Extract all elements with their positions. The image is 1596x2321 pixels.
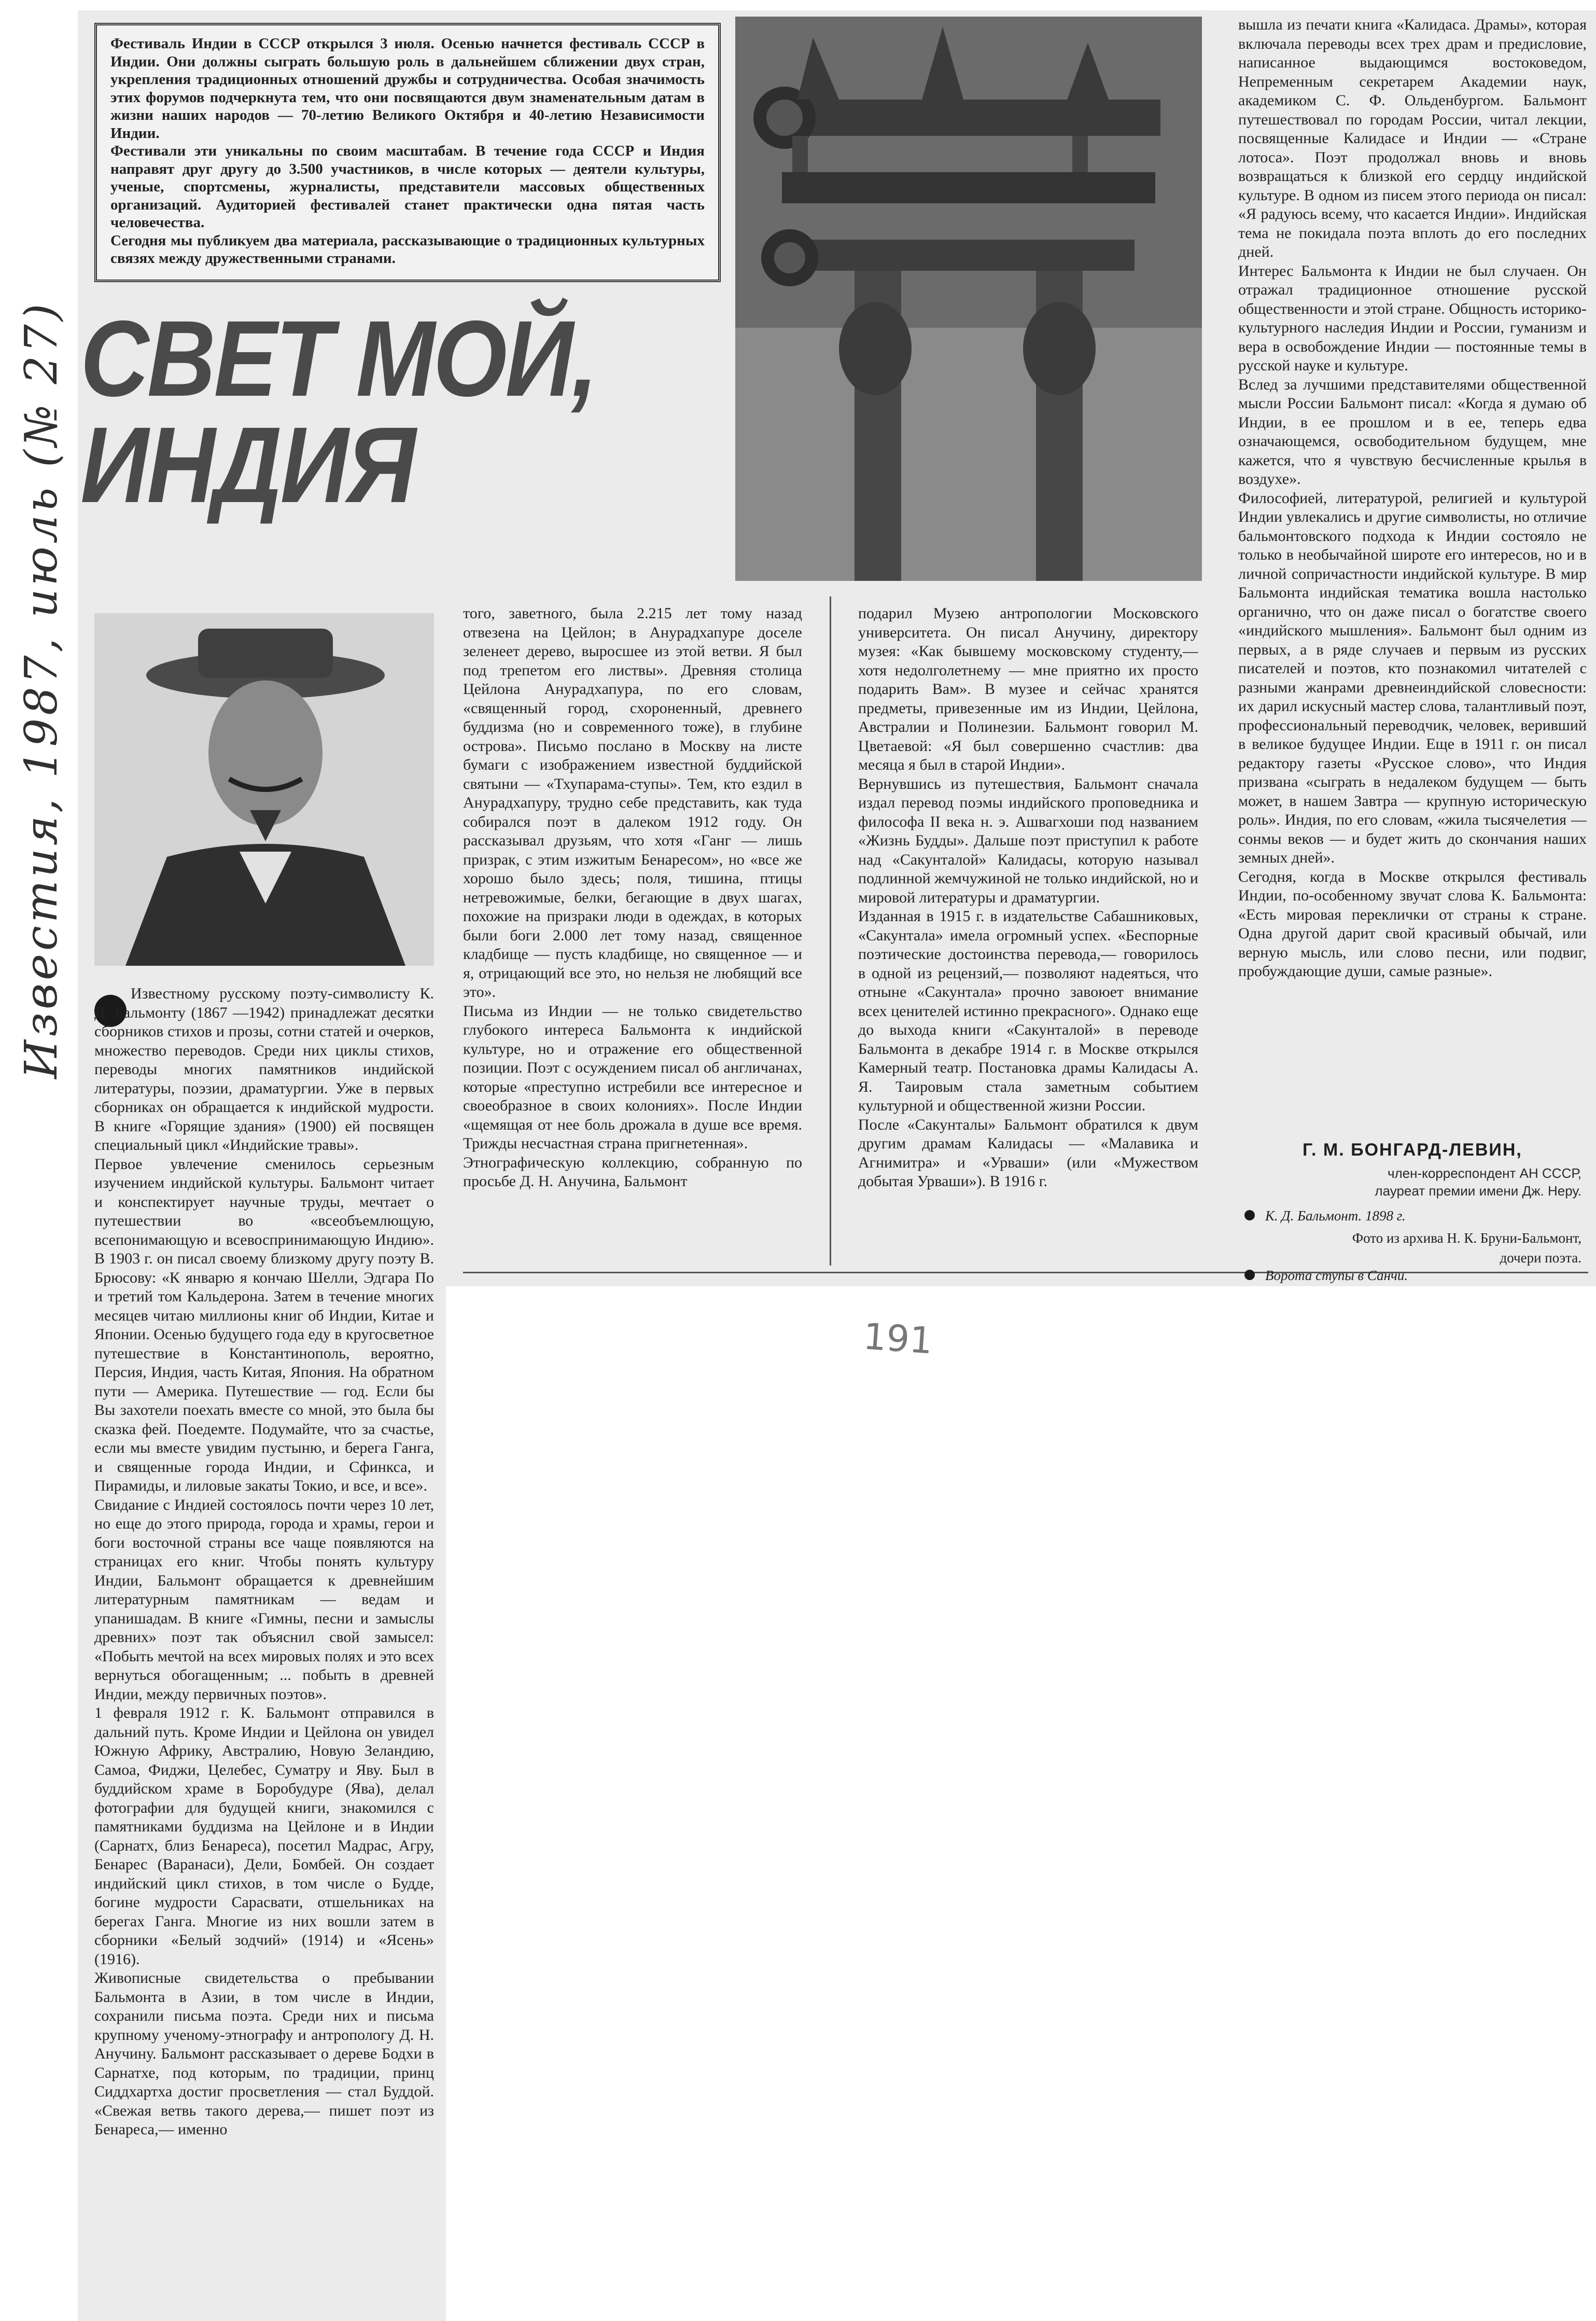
portrait-illustration: [94, 613, 434, 966]
handwritten-note: Известия, 1987, июль (№ 27): [16, 300, 67, 1079]
column-4: вышла из печати книга «Калидаса. Драмы», которая включала переводы всех трех драм и предисловие, написанное выдающимся востоковедом, Непременным секретарем Академии наук, академиком С. Ф. Ольденбургом. Бальмонт путешествовал по городам России, читал лекции, посвященные Калидасе и Индии — «Стране лотоса». Поэт продолжал вновь и вновь возвращаться к близкой его сердцу индийской культуре. В одном из писем этого периода он писал: «Я радуюсь всему, что касается Индии». Индийская тема не покидала поэта вплоть до его последних дней. Интерес Бальмонта к Индии не был случаен. Он отражал традиционное отношение русской общественности и этой стране. Общность историко-культурного наследия Индии и России, гуманизм и вера в освобождение Индии — постоянные темы в русской науке и культуре. Вслед за лучшими представителями общественной мысли России Бальмонт писал: «Когда я думаю об Индии, в ее прошлом и в ее, теперь едва означающемся, освободительном будущем, мне кажется, что я чувствую бесчисленные крылья в воздухе». Философией, литературой, религией и культурой Индии увлекались и другие символисты, но отличие бальмонтовского подхода к Индии состояло не только в необычайной широте его интересов, но и в личной сопричастности индийской культуре. В мир Бальмонта индийская тематика вошла настолько органично, что он даже писал о богатстве своего «индийского мышления». Бальмонт был одним из первых, а в ряде случаев и первым из русских писателей и поэтов, кто познакомил читателей с разными жанрами древнеиндийской словесности: их дарил искусный мастер слова, талантливый поэт, профессиональный переводчик, человек, веривший в великое будущее Индии. Еще в 1911 г. он писал редактору газеты «Русское слово», что Индия призвана «сыграть в недалеком будущем — быть может, в нашем Завтра — крупную историческую роль». Индия, по его словам, «жила тысячелетия — сонмы веков — и будет жить до скончания наших земных дней». Сегодня, когда в Москве открылся фестиваль Индии, по-особенному звучат слова К. Бальмонта: «Есть мировая переклички от страны к стране. Одна другой дарит свой красивый обычай, или верную мысль, или слово песни, или подвиг, пробуждающие души, самые разные».: [1238, 16, 1587, 980]
archive-page-number: 191: [862, 1315, 934, 1363]
column-rule-3: [830, 596, 831, 1266]
author-title: член-корреспондент АН СССР, лауреат премии имени Дж. Неру.: [1375, 1165, 1581, 1199]
sanchi-gate-photo: [735, 17, 1202, 581]
column-2: того, заветного, была 2.215 лет тому назад отвезена на Цейлон; в Анурадхапуре доселе зеленеет дерево, выросшее из этой ветви. Я был под трепетом его листвы». Древняя столица Цейлона Анурадхапура, по его словам, «священный город, схороненный, древнего буддизма (но и современного тоже), в глубине острова». Письмо послано в Москву на листе бумаги с изображением известной буддийской святыни — «Тхупарама-ступы». Тем, кто ездил в Анурадхапуру, трудно себе представить, как туда собирался поэт в далеком 1912 году. Он рассказывал друзьям, что хотя «Ганг — лишь призрак, с этим изжитым Бенаресом», но «все же хорошо было здесь; поля, тишина, птицы нетревожимые, белки, бегающие в двух шагах, похожие на призраки люди в одеждах, в которых были боги 2.000 лет тому назад, священное кладбище — пусть кладбище, но священное — и я, отрицающий все это, но нельзя не любящий все это». Письма из Индии — не только свидетельство глубокого интереса Бальмонта к индийской культуре, но и отражение его общественной позиции. Поэт с осуждением писал об англичанах, которые «преступно истребили все интересное и своеобразное в своих колониях». После Индии «щемящая от нее боль дрожала в душе все время. Трижды несчастная страна пригнетенная». Этнографическую коллекцию, собранную по просьбе Д. Н. Анучина, Бальмонт: [463, 605, 802, 1190]
column-3: подарил Музею антропологии Московского университета. Он писал Анучину, директору музея: «Как бывшему московскому студенту,— хотя недолголетнему — мне приятно их просто подарить Вам». В музее и сейчас хранятся предметы, привезенные им из Индии, Цейлона, Австралии и Полинезии. Бальмонт говорил М. Цветаевой: «Я был совершенно счастлив: два месяца я был в старой Индии». Вернувшись из путешествия, Бальмонт сначала издал перевод поэмы индийского проповедника и философа II века н. э. Ашвагхоши под названием «Жизнь Будды». Дальше поэт приступил к работе над «Сакунталой» Калидасы, которую называл подлинной жемчужиной не только индийской, но и мировой литературы и драматургии. Изданная в 1915 г. в издательстве Сабашниковых, «Сакунтала» имела огромный успех. «Беспорные поэтические достоинства перевода,— говорилось в одной из рецензий,— позволяют надеяться, что отныне «Сакунтала» прочно завоюет внимание всех ценителей истинно прекрасного». Однако еще до выхода книги «Сакунталой» в переводе Бальмонта в декабре 1914 г. в Москве открылся Камерный театр. Постановка драмы Калидасы А. Я. Таировым стала заметным событием культурной и общественной жизни России. После «Сакунталы» Бальмонт обратился к двум другим драмам Калидасы — «Малавика и Агнимитра» и «Урваши» (или «Мужеством добытая Урваши»). В 1916 г.: [858, 605, 1198, 1190]
caption-bullet-1: [1244, 1210, 1255, 1220]
caption-portrait: К. Д. Бальмонт. 1898 г.: [1265, 1208, 1406, 1224]
author-name: Г. М. БОНГАРД-ЛЕВИН,: [1303, 1140, 1522, 1160]
balmont-portrait: [94, 613, 434, 966]
bottom-rule: [463, 1272, 1588, 1273]
caption-gate: Ворота ступы в Санчи.: [1265, 1268, 1408, 1283]
lead-box: [94, 23, 721, 282]
caption-archive: Фото из архива Н. К. Бруни-Бальмонт, дочери поэта.: [1352, 1230, 1581, 1266]
headline: СВЕТ МОЙ, ИНДИЯ: [80, 299, 596, 525]
lead-text: Фестиваль Индии в СССР открылся 3 июля. Осенью начнется фестиваль СССР в Индии. Они должны сыграть большую роль в дальнейшем сближении двух стран, укрепления традиционных отношений дружбы и сотрудничества. Особая значимость этих форумов подчеркнута тем, что они посвящаются двум знаменательным датам в жизни наших народов — 70-летию Великого Октября и 40-летию Независимости Индии. Фестивали эти уникальны по своим масштабам. В течение года СССР и Индия направят друг другу до 3.500 участников, в числе которых — деятели культуры, ученые, спортсмены, журналисты, представители массовых общественных организаций. Аудиторией фестивалей станет практически одна пятая часть человечества. Сегодня мы публикуем два материала, рассказывающие о традиционных культурных связях между дружественными странами.: [110, 35, 705, 267]
gate-illustration: [735, 17, 1202, 581]
caption-bullet-2: [1244, 1270, 1255, 1280]
column-1: Известному русскому поэту-символисту К. Д. Бальмонту (1867 —1942) принадлежат десятки сборников стихов и прозы, сотни статей и очерков, множество переводов. Среди них циклы стихов, переводы многих памятников индийской литературы, поэзии, драматургии. Уже в первых сборниках он обращается к индийской мудрости. В книге «Горящие здания» (1900) ей посвящен специальный цикл «Индийские травы». Первое увлечение сменилось серьезным изучением индийской культуры. Бальмонт читает и конспектирует научные труды, мечтает о путешествии во «всеобъемлющую, всепонимающую и всевоспринимающую Индию». В 1903 г. он писал своему близкому другу поэту В. Брюсову: «К январю я кончаю Шелли, Эдгара По и третий том Кальдерона. Затем в течение многих месяцев читаю миллионы книг об Индии, Китае и Японии. Осенью будущего года еду в кругосветное путешествие в Константинополь, вероятно, Персия, Индия, часть Китая, Япония. На обратном пути — Америка. Путешествие — год. Если бы Вы захотели поехать вместе со мной, это была бы сказка фей. Поедемте. Подумайте, что за счастье, если мы вместе увидим пустыню, и берега Ганга, и священные города Индии, и Сфинкса, и Пирамиды, и лиловые закаты Токио, и все, и все». Свидание с Индией состоялось почти через 10 лет, но еще до этого природа, города и храмы, герои и боги восточной страны все чаще появляются на страницах его книг. Чтобы понять культуру Индии, Бальмонт обращается к древнейшим литературным памятникам — ведам и упанишадам. В книге «Гимны, песни и замыслы древних» поэт так объяснил свой замысел: «Побыть мечтой на всех мировых полях и это всех вернуться обогащенным; ... побыть в древней Индии, между первичных поэтов». 1 февраля 1912 г. К. Бальмонт отправился в дальний путь. Кроме Индии и Цейлона он увидел Южную Африку, Австралию, Новую Зеландию, Самоа, Фиджи, Целебес, Суматру и Яву. Был в буддийском храме в Боробудуре (Ява), делал фотографии для будущей книги, знакомился с памятниками буддизма на Цейлоне и в Индии (Сарнатх, близ Бенареса), посетил Мадрас, Агру, Бенарес (Варанаси), Дели, Бомбей. Он создает индийский цикл стихов, в том числе о Будде, богине мудрости Сарасвати, отшельниках на берегах Ганга. Многие из них вошли затем в сборники «Белый зодчий» (1914) и «Ясень» (1916). Живописные свидетельства о пребывании Бальмонта в Азии, в том числе в Индии, сохранили письма поэта. Среди них и письма крупному ученому-этнографу и антропологу Д. Н. Анучину. Бальмонт рассказывает о дереве Бодхи в Сарнатхе, под которым, по традиции, принц Сиддхартха достиг просветления — стал Буддой. «Свежая ветвь такого дерева,— пишет поэт из Бенареса,— именно: [94, 985, 434, 2138]
